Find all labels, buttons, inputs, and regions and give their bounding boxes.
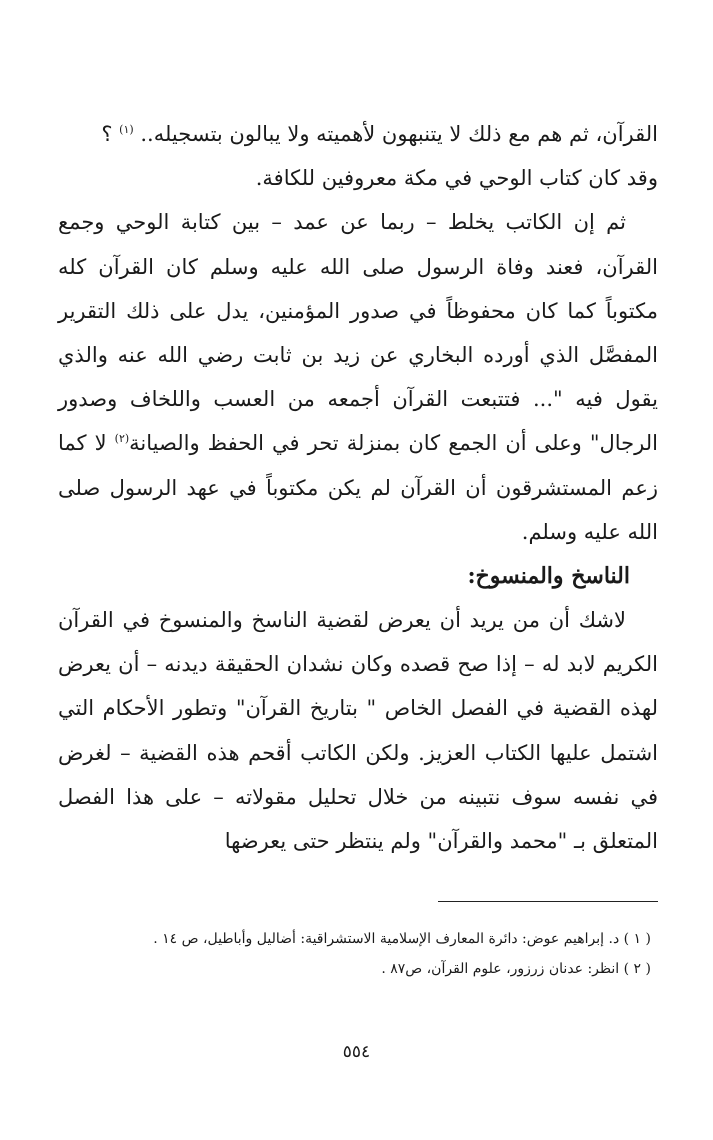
paragraph-3 (58, 200, 658, 554)
paragraph-1 (58, 112, 658, 156)
paragraph-4: لاشك أن من يريد أن يعرض لقضية الناسخ والمنسوخ في القرآن الكريم لابد له – إذا صح قصده وكان نشدان الحقيقة ديدنه – أن يعرض لهذه القضية في الفصل الخاص " بتاريخ القرآن" وتطور الأحكام التي اشتمل عليها الكتاب العزيز. ولكن الكاتب أقحم هذه القضية – لغرض في نفسه سوف نتبينه من خلال تحليل مقولاته – على هذا الفصل المتعلق بـ "محمد والقرآن" ولم ينتظر حتى يعرضها (58, 608, 658, 854)
paragraph-1-end: ؟ (101, 122, 113, 146)
footnote-2: ( ٢ ) انظر: عدنان زرزور، علوم القرآن، ص٨٧ . (381, 961, 651, 977)
section-heading: الناسخ والمنسوخ: (467, 563, 630, 590)
footnote-ref-2[interactable]: (٢) (114, 432, 130, 446)
paragraph-3-text-b: لا كما زعم المستشرقون أن القرآن لم يكن مكتوباً في عهد الرسول صلى الله عليه وسلم. (58, 431, 658, 544)
page-number: ٥٥٤ (342, 1042, 371, 1062)
footnote-1: ( ١ ) د. إبراهيم عوض: دائرة المعارف الإسلامية الاستشراقية: أضاليل وأباطيل، ص ١٤ . (153, 931, 651, 947)
paragraph-1-text: القرآن، ثم هم مع ذلك لا يتنبهون لأهميته ولا يبالون بتسجيله.. (140, 122, 658, 146)
footnote-divider (438, 901, 658, 902)
paragraph-3-text-a: ثم إن الكاتب يخلط – ربما عن عمد – بين كتابة الوحي وجمع القرآن، فعند وفاة الرسول صلى الله عليه وسلم كان القرآن كله مكتوباً كما كان محفوظاً في صدور المؤمنين، يدل على ذلك التقرير المفصَّل الذي أورده البخاري عن زيد بن ثابت رضي الله عنه والذي يقول فيه "... فتتبعت القرآن أجمعه من العسب واللخاف وصدور الرجال" وعلى أن الجمع كان بمنزلة تحر في الحفظ والصيانة (58, 210, 658, 456)
footnote-ref-1[interactable]: (١) (119, 123, 134, 136)
page-body (58, 112, 658, 863)
paragraph-2: وقد كان كتاب الوحي في مكة معروفين للكافة. (255, 166, 658, 191)
footnotes (61, 924, 651, 984)
